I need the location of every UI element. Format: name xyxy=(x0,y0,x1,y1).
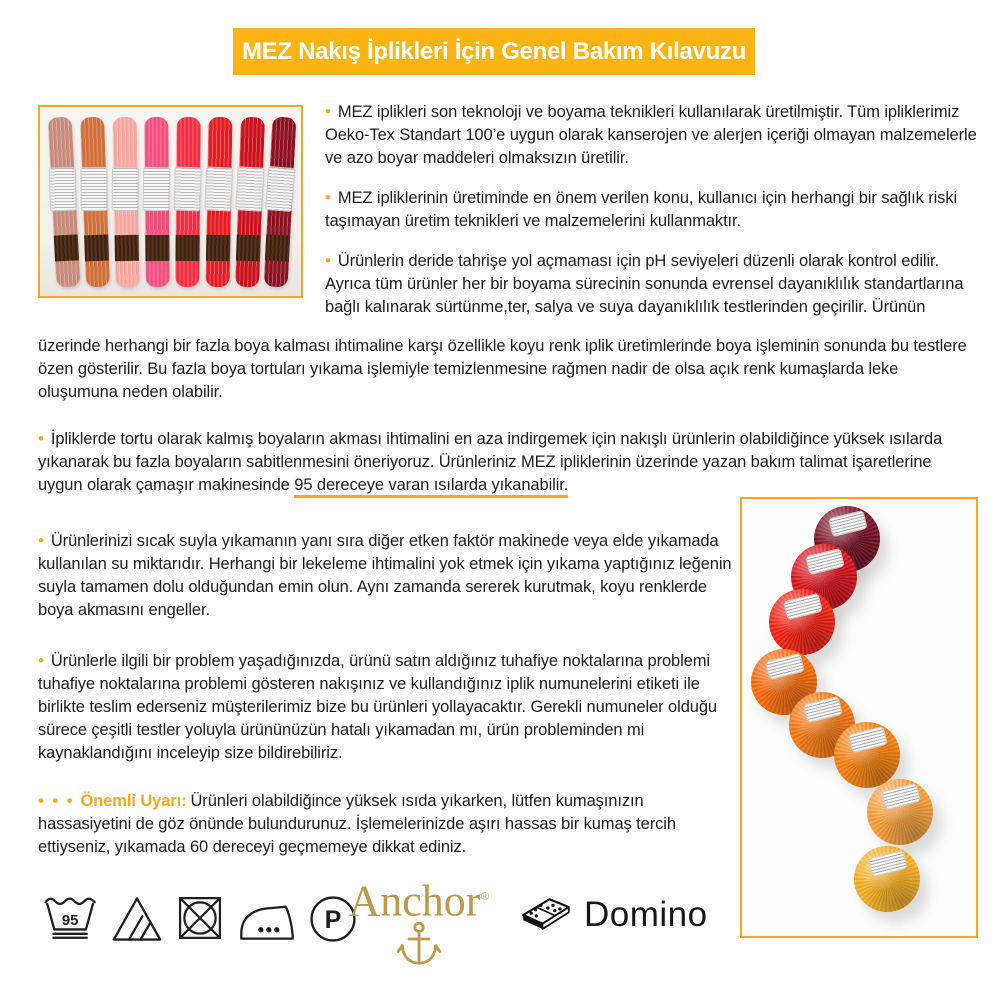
thread-skein xyxy=(235,117,265,288)
skein-band xyxy=(84,235,109,262)
paragraph-text xyxy=(38,335,980,404)
care-symbols-row xyxy=(42,892,358,944)
paragraph-text: Ürünlerinizi sıcak suyla yıkamanın yanı sıra diğer etken faktör makinede veya elde yıkamada kullanılan su miktarıdır. Herhangi bir lekeleme ihtimalini yok etmek için yıkama yaptığınız leğenin suyla tamamen dolu olduğundan emin olun. Aynı zamanda sererek kurutmak, koyu renklerde boya akmasını engeller. xyxy=(38,532,732,619)
skein-label xyxy=(173,167,202,212)
thread-skein xyxy=(144,117,169,287)
underlined-text: 95 dereceye varan ısılarda yıkanabilir. xyxy=(294,476,568,498)
thread-skein xyxy=(264,116,297,287)
warning-label: Önemli Uyarı: xyxy=(80,792,187,810)
paragraph-important-warning xyxy=(38,790,735,859)
anchor-logo xyxy=(336,874,502,968)
bullet-icon: • xyxy=(38,531,44,550)
domino-icon xyxy=(518,893,574,937)
ball-label xyxy=(868,850,908,877)
skein-label xyxy=(49,167,77,212)
ball-label xyxy=(805,548,845,575)
skein-band xyxy=(115,235,139,261)
washing-advice-paragraph xyxy=(38,427,980,497)
wash-95-mild-icon xyxy=(42,892,100,944)
skein-label xyxy=(204,166,233,211)
ball-label xyxy=(848,726,888,753)
thread-ball xyxy=(867,779,933,845)
skein-label xyxy=(112,167,139,211)
paragraph-wash-95 xyxy=(38,427,980,497)
page-title: MEZ Nakış İplikleri İçin Genel Bakım Kılavuzu xyxy=(241,37,746,65)
skein-band xyxy=(236,235,261,262)
intro-text-column xyxy=(325,100,982,319)
svg-text:95: 95 xyxy=(61,912,79,930)
paragraph-text: İpliklerde tortu olarak kalmış boyaların akması ihtimalini en aza indirgemek için nakışlı ürünlerin olabildiğince yüksek ısılarda yıkanarak bu fazla boyaların sabitlenmesini öneriyoruz. Ürünleriniz MEZ ipliklerinin üzerinde yazan bakım talimat işaretlerine uygun olarak çamaşır makinesinde xyxy=(38,430,943,494)
bullet-icon: • xyxy=(38,651,44,670)
bullet-icon: • xyxy=(325,188,331,207)
skein-band xyxy=(206,235,230,261)
skein-band xyxy=(54,234,79,261)
thread-ball xyxy=(769,589,835,655)
thread-ball xyxy=(854,846,920,912)
thread-skein xyxy=(175,117,200,287)
ball-label xyxy=(803,696,843,723)
anchor-icon xyxy=(394,920,444,968)
bullet-icon: • xyxy=(325,251,331,270)
domino-name: Domino xyxy=(584,895,708,934)
anchor-wordmark xyxy=(336,874,502,924)
ph-tests-continuation xyxy=(38,335,980,404)
svg-text:P: P xyxy=(324,905,342,934)
skein-label xyxy=(143,167,171,211)
warning-text: Ürünleri olabildiğince yüksek ısıda yıkarken, lütfen kumaşınızın hassasiyetini de göz önünde bulundurunuz. İşlemelerinizde aşırı hassas bir kumaş tercih ettiyseniz, yıkamada 60 dereceyi geçmemeye dikkat ediniz. xyxy=(38,792,676,856)
thread-skein xyxy=(80,117,110,288)
registered-mark: ® xyxy=(480,889,490,903)
page-title-banner xyxy=(233,28,755,75)
paragraph-text: MEZ iplikleri son teknoloji ve boyama teknikleri kullanılarak üretilmiştir. Tüm ipliklerimiz Oeko-Tex Standart 100’e uygun olarak kanserojen ve alerjen içeriği olmayan malzemelerle ve azo boyar maddeleri olmaksızın üretilir. xyxy=(325,103,977,167)
paragraph-water-amount xyxy=(38,529,735,622)
skein-band xyxy=(265,234,290,261)
skein-label xyxy=(235,166,265,212)
ball-label xyxy=(783,593,823,620)
thread-skein xyxy=(206,117,233,287)
domino-logo xyxy=(518,893,708,937)
ball-label xyxy=(765,653,805,680)
skein-label xyxy=(265,166,295,212)
thread-ball xyxy=(834,722,900,788)
warning-bullets-icon: • • • xyxy=(38,792,75,810)
anchor-name: Anchor xyxy=(348,876,481,926)
care-text-column xyxy=(38,529,735,859)
paragraph-problem-returns xyxy=(38,649,735,765)
paragraph-text: MEZ ipliklerinin üretiminde en önem verilen konu, kullanıcı için herhangi bir sağlık riski taşımayan üretim teknikleri ve malzemelerini kullanmaktır. xyxy=(325,189,958,230)
thread-skein xyxy=(113,117,140,287)
bullet-icon: • xyxy=(325,102,331,121)
skein-band xyxy=(175,235,199,261)
do-not-tumble-dry-icon xyxy=(174,892,226,944)
skein-label xyxy=(80,167,107,211)
paragraph-ph-tests xyxy=(325,249,982,319)
paragraph-production xyxy=(325,100,982,170)
bleach-triangle-icon xyxy=(110,894,164,944)
thread-skeins-photo xyxy=(38,105,303,298)
paragraph-health xyxy=(325,186,982,233)
paragraph-text: üzerinde herhangi bir fazla boya kalması ihtimaline karşı özellikle koyu renk iplik üretimlerinde boya işleminin sonunda bu testlere özen gösterilir. Bu fazla boya tortuları yıkama işlemiyle temizlenmesine rağmen nadir de olsa açık renk kumaşlarda leke oluşumuna neden olabilir. xyxy=(38,337,967,401)
thread-balls-photo xyxy=(740,497,978,938)
skein-band xyxy=(145,235,169,261)
thread-skein xyxy=(48,116,81,287)
paragraph-text: Ürünlerle ilgili bir problem yaşadığınızda, ürünü satın aldığınız tuhafiye noktalarına problemi tuhafiye noktalarına problemi gösteren nakışınız ve kullandığınız iplik numunelerini etiketi ile birlikte teslim ederseniz müşterilerimiz bize bu ürünleri yollayacaktır. Gerekli numuneler olduğu sürece çeşitli testler yoluyla ürününüzün hatalı yıkamadan mı, ürün probleminden mi kaynaklandığını inceleyip size bildirebiliriz. xyxy=(38,652,718,762)
iron-high-icon xyxy=(236,896,298,944)
ball-label xyxy=(881,783,921,810)
bullet-icon: • xyxy=(38,429,44,448)
ball-label xyxy=(828,510,868,537)
paragraph-text: Ürünlerin deride tahrişe yol açmaması için pH seviyeleri düzenli olarak kontrol edilir. Ayrıca tüm ürünler her bir boyama sürecinin sonunda evrensel dayanıklılık standartlarına bağlı kalınarak sürtünme,ter, salya ve suya dayanıklılık testlerinden geçirilir. Ürünün xyxy=(325,252,964,316)
